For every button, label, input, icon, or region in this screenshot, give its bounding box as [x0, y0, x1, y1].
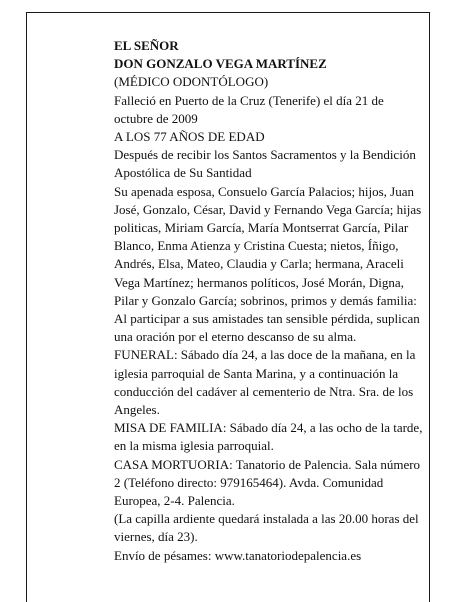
obituary-notice	[114, 37, 426, 565]
age-at-death: A LOS 77 AÑOS DE EDAD	[114, 129, 265, 145]
chapel-note: (La capilla ardiente quedará instalada a las 20.00 horas del viernes, día 23).	[114, 511, 419, 545]
notice-title: EL SEÑOR	[114, 38, 179, 53]
family-list: Su apenada esposa, Consuelo García Palacios; hijos, Juan José, Gonzalo, César, David y Fernando Vega García; hijas politicas, Miriam García, María Montserrat García, Pilar Blanco, Enma Atienza y Cristina Cuesta; nietos, Íñigo, Andrés, Elsa, Mateo, Claudia y Carla; hermana, Araceli Vega Martínez; hermanos políticos, José Morán, Digna, Pilar y Gonzalo García; sobrinos, primos y demás familia:	[114, 183, 422, 308]
sacraments-text: Después de recibir los Santos Sacramentos y la Bendición Apostólica de Su Santidad	[114, 147, 416, 181]
condolences-info: Envío de pésames: www.tanatoriodepalencia.es	[114, 547, 362, 563]
deceased-name: DON GONZALO VEGA MARTÍNEZ	[114, 56, 327, 72]
funeral-home-info: CASA MORTUORIA: Tanatorio de Palencia. Sala número 2 (Teléfono directo: 979165464). Avda. Comunidad Europea, 2-4. Palencia.	[114, 456, 421, 509]
family-mass-info: MISA DE FAMILIA: Sábado día 24, a las ocho de la tarde, en la misma iglesia parroquial.	[114, 420, 423, 454]
death-details: Falleció en Puerto de la Cruz (Tenerife) el día 21 de octubre de 2009	[114, 92, 384, 126]
prayer-request: Al participar a sus amistades tan sensible pérdida, suplican una oración por el eterno descanso de su alma.	[114, 311, 420, 345]
funeral-info: FUNERAL: Sábado día 24, a las doce de la mañana, en la iglesia parroquial de Santa Marina, y a continuación la conducción del cadáver al cementerio de Ntra. Sra. de los Angeles.	[114, 347, 416, 418]
deceased-profession: (MÉDICO ODONTÓLOGO)	[114, 74, 269, 90]
